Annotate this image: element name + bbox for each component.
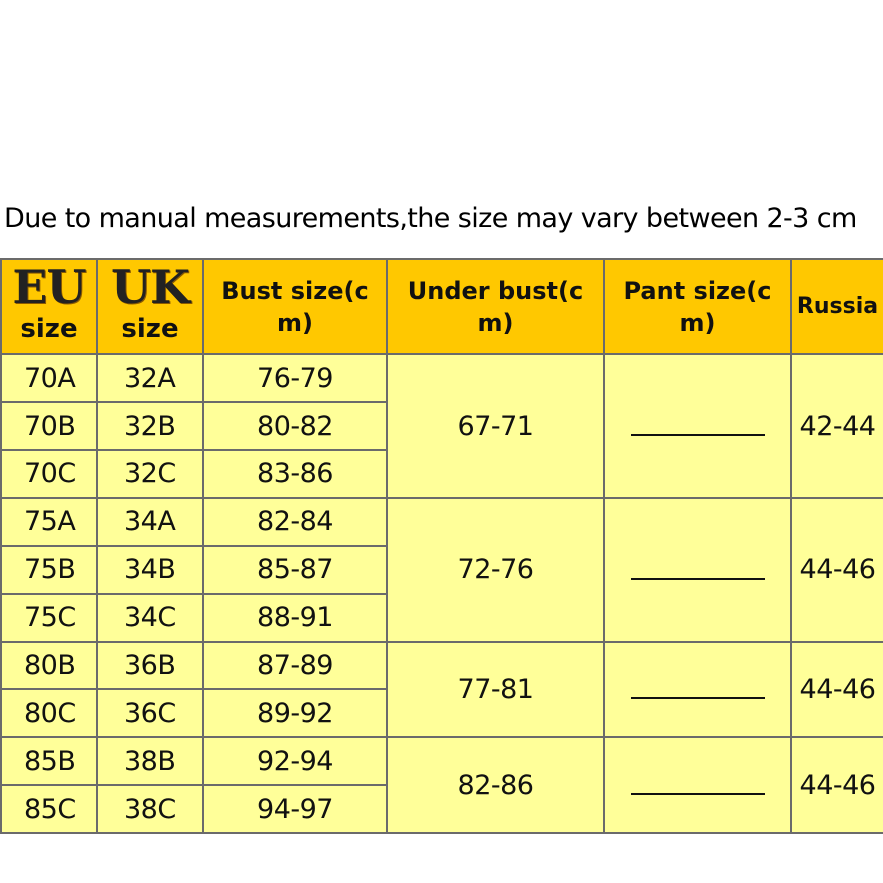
table-row	[1, 498, 883, 546]
bust-size-cell: 89-92	[203, 689, 387, 737]
uk-size-label: size	[121, 313, 179, 344]
bust-size-cell: 94-97	[203, 785, 387, 833]
eu-size-cell: 80B	[1, 642, 97, 690]
measurement-notice: Due to manual measurements,the size may vary between 2-3 cm	[4, 203, 857, 234]
header-russia: Russia	[791, 259, 883, 354]
table-row	[1, 354, 883, 402]
bust-size-cell: 82-84	[203, 498, 387, 546]
pant-size-cell	[604, 354, 791, 498]
pant-dash-line	[631, 697, 765, 699]
under-bust-cell: 82-86	[387, 737, 604, 833]
bust-size-cell: 83-86	[203, 450, 387, 498]
eu-size-cell: 75B	[1, 546, 97, 594]
eu-size-cell: 70A	[1, 354, 97, 402]
pant-dash-line	[631, 793, 765, 795]
russia-size-cell: 44-46	[791, 737, 883, 833]
table-row	[1, 642, 883, 690]
russia-size-cell: 44-46	[791, 642, 883, 738]
header-under-bust: Under bust(c m)	[387, 259, 604, 354]
eu-label: EU	[12, 259, 86, 314]
uk-size-cell: 38C	[97, 785, 203, 833]
uk-size-cell: 32C	[97, 450, 203, 498]
bust-size-cell: 85-87	[203, 546, 387, 594]
eu-size-label: size	[20, 313, 78, 344]
russia-size-cell: 42-44	[791, 354, 883, 498]
uk-size-cell: 32B	[97, 402, 203, 450]
uk-size-cell: 34B	[97, 546, 203, 594]
bust-size-cell: 80-82	[203, 402, 387, 450]
pant-size-cell	[604, 642, 791, 738]
bust-size-cell: 92-94	[203, 737, 387, 785]
header-bust-size: Bust size(c m)	[203, 259, 387, 354]
eu-size-cell: 75A	[1, 498, 97, 546]
pant-size-cell	[604, 737, 791, 833]
pant-dash-line	[631, 434, 765, 436]
eu-size-cell: 75C	[1, 594, 97, 642]
size-chart-table	[0, 258, 883, 834]
eu-size-cell: 85B	[1, 737, 97, 785]
table-row	[1, 737, 883, 785]
eu-size-cell: 70C	[1, 450, 97, 498]
uk-size-cell: 32A	[97, 354, 203, 402]
uk-size-cell: 38B	[97, 737, 203, 785]
uk-size-cell: 36C	[97, 689, 203, 737]
eu-size-cell: 70B	[1, 402, 97, 450]
uk-size-cell: 34C	[97, 594, 203, 642]
under-bust-cell: 77-81	[387, 642, 604, 738]
header-eu-size	[1, 259, 97, 354]
header-row	[1, 259, 883, 354]
header-pant-size: Pant size(c m)	[604, 259, 791, 354]
pant-size-cell	[604, 498, 791, 642]
pant-dash-line	[631, 578, 765, 580]
uk-label: UK	[110, 259, 190, 314]
header-uk-size	[97, 259, 203, 354]
bust-size-cell: 87-89	[203, 642, 387, 690]
bust-size-cell: 88-91	[203, 594, 387, 642]
under-bust-cell: 72-76	[387, 498, 604, 642]
russia-size-cell: 44-46	[791, 498, 883, 642]
eu-size-cell: 80C	[1, 689, 97, 737]
eu-size-cell: 85C	[1, 785, 97, 833]
bust-size-cell: 76-79	[203, 354, 387, 402]
uk-size-cell: 34A	[97, 498, 203, 546]
uk-size-cell: 36B	[97, 642, 203, 690]
under-bust-cell: 67-71	[387, 354, 604, 498]
